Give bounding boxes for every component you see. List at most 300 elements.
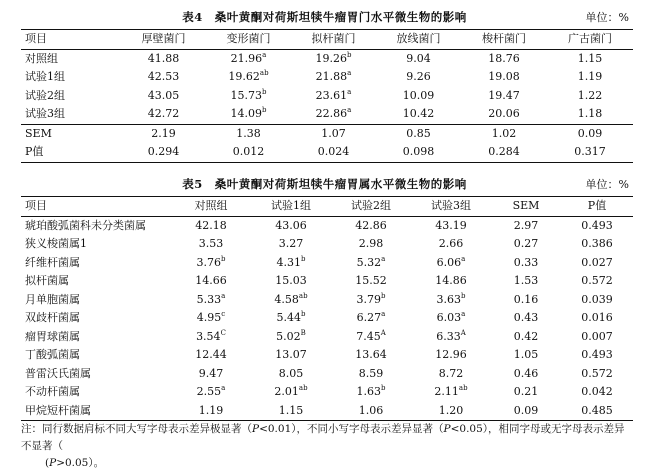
table5-cell xyxy=(411,328,491,347)
table4-row-label xyxy=(21,68,121,87)
footnote xyxy=(21,421,633,472)
table4-cell-value: 21.96 xyxy=(230,51,263,65)
table5-cell xyxy=(491,216,561,235)
table5-cell-superscript: c xyxy=(221,310,226,318)
table5-header-cell-value: 试验3组 xyxy=(431,199,471,212)
table4-header-cell-value: 项目 xyxy=(25,32,47,45)
table4-cell-superscript: a xyxy=(347,69,352,77)
table5-cell-superscript: ab xyxy=(298,384,308,392)
table5-cell-value: 3.53 xyxy=(198,237,224,250)
table5-cell-superscript: b xyxy=(381,384,386,392)
table5-cell-superscript: ab xyxy=(458,384,468,392)
table4-stat-cell xyxy=(376,143,461,162)
table4-stat-cell xyxy=(461,143,547,162)
table5-cell-value: 3.79 xyxy=(356,292,381,306)
note-p2: P xyxy=(443,423,451,435)
table4-cell-value: 1.19 xyxy=(577,70,603,83)
table5-row xyxy=(21,291,633,310)
table4-header-row xyxy=(21,30,633,50)
table5-cell-value: 42.86 xyxy=(355,218,387,232)
table5-cell-value: 0.039 xyxy=(581,292,613,306)
table5-cell xyxy=(171,346,251,365)
table5-cell-value: 1.06 xyxy=(358,403,384,417)
table5-cell xyxy=(171,272,251,291)
table5-cell xyxy=(561,254,633,273)
table5-cell xyxy=(491,309,561,328)
table5-cell xyxy=(491,402,561,421)
table5-cell xyxy=(331,291,411,310)
table4-cell-superscript: a xyxy=(347,106,352,114)
table5-cell-superscript: a xyxy=(461,254,466,263)
table5-row xyxy=(21,402,633,421)
table5-cell-value: 0.027 xyxy=(581,255,613,269)
note-mid1: <0.01），不同小写字母表示差异显著（ xyxy=(259,423,444,435)
table4-stat-cell-value: 0.317 xyxy=(574,145,606,158)
table5-header-cell xyxy=(491,197,561,217)
table4-header-cell-value: 放线菌门 xyxy=(396,32,441,45)
table5-row-label xyxy=(21,309,171,328)
table4-stat-label xyxy=(21,124,121,143)
table5-cell-superscript: b xyxy=(301,254,306,263)
table5-cell xyxy=(411,365,491,384)
table4-cell xyxy=(461,49,547,68)
table4-cell xyxy=(206,87,291,106)
table5-cell xyxy=(251,291,331,310)
table4-stat-cell-value: 0.85 xyxy=(406,126,431,140)
table4-stat-cell xyxy=(547,143,633,162)
table4 xyxy=(21,29,633,163)
table5-cell-value: 6.33 xyxy=(436,329,461,343)
table5-row-label-value: 双歧杆菌属 xyxy=(25,311,80,324)
table5-cell xyxy=(251,254,331,273)
table5-cell-value: 3.63 xyxy=(436,292,461,306)
table4-header-cell xyxy=(376,30,461,50)
table4-row-label xyxy=(21,105,121,124)
table5-cell xyxy=(331,216,411,235)
table5-title: 表5 桑叶黄酮对荷斯坦犊牛瘤胃属水平微生物的影响 xyxy=(182,177,467,191)
table4-cell-value: 42.53 xyxy=(147,70,180,83)
table5-cell-value: 0.16 xyxy=(513,292,539,306)
table5-cell-value: 0.493 xyxy=(581,218,613,232)
table5-cell xyxy=(491,235,561,254)
table5-cell xyxy=(491,254,561,273)
table4-cell-superscript: a xyxy=(262,50,267,59)
table4-cell-value: 9.04 xyxy=(406,51,431,65)
table5-row-label xyxy=(21,365,171,384)
table5-cell-value: 5.33 xyxy=(196,292,222,306)
table5-cell-value: 0.042 xyxy=(581,385,613,398)
table5-cell-value: 43.19 xyxy=(435,218,467,232)
table5-cell-value: 15.52 xyxy=(355,274,387,287)
table4-stat-cell-value: 1.38 xyxy=(236,126,261,140)
note-p3: P xyxy=(49,457,57,469)
table4-cell xyxy=(376,68,461,87)
table5-row xyxy=(21,328,633,347)
table5-cell xyxy=(331,402,411,421)
table5-cell xyxy=(561,328,633,347)
table5-cell-value: 3.76 xyxy=(196,255,221,269)
table4-cell xyxy=(206,105,291,124)
table4-stat-cell-value: 0.024 xyxy=(317,145,350,158)
table5-cell-value: 0.386 xyxy=(581,237,613,250)
table5-cell-value: 14.86 xyxy=(435,274,467,287)
table4-cell-value: 41.88 xyxy=(147,51,180,65)
table5-cell xyxy=(171,328,251,347)
table5-row-label xyxy=(21,254,171,273)
table4-cell xyxy=(376,49,461,68)
table4-caption xyxy=(0,5,649,27)
table4-cell xyxy=(547,68,633,87)
table4-cell xyxy=(547,87,633,106)
table4-header-cell xyxy=(21,30,121,50)
table5-cell xyxy=(411,254,491,273)
table5-cell xyxy=(171,383,251,402)
table5-cell-value: 6.27 xyxy=(356,311,382,324)
table5-cell-superscript: a xyxy=(381,310,386,318)
table4-cell-value: 1.18 xyxy=(577,107,603,120)
table5-cell-superscript: A xyxy=(380,328,386,337)
table5-header-cell xyxy=(21,197,171,217)
table4-row-label-value: 对照组 xyxy=(25,51,58,65)
table5-cell-value: 0.27 xyxy=(513,237,539,250)
table5-row-label-value: 不动杆菌属 xyxy=(25,385,80,398)
table4-unit: 单位：% xyxy=(585,11,629,24)
table5-cell-superscript: C xyxy=(220,328,226,337)
table4-header-cell-value: 广古菌门 xyxy=(568,32,612,45)
table5-row-label-value: 琥珀酸弧菌科未分类菌属 xyxy=(25,218,146,232)
table5-cell-value: 0.33 xyxy=(513,255,539,269)
note-mid2: <0.05），相同字母或无字母表示差异不显著（ xyxy=(21,423,625,452)
table4-cell-value: 21.88 xyxy=(315,70,348,83)
table4-cell-value: 15.73 xyxy=(230,88,262,102)
table5-cell-value: 1.15 xyxy=(278,403,304,417)
table5-cell-superscript: b xyxy=(381,291,386,300)
table5-cell-value: 1.20 xyxy=(438,403,464,417)
table4-stat-cell xyxy=(206,124,291,143)
table5-cell-value: 0.43 xyxy=(513,311,539,324)
table5-cell-value: 5.02 xyxy=(276,329,301,343)
table4-stat-cell xyxy=(206,143,291,162)
table4-cell-superscript: a xyxy=(347,87,352,96)
table4-header-cell xyxy=(206,30,291,50)
table5-cell xyxy=(491,291,561,310)
table4-cell-value: 42.72 xyxy=(147,107,180,120)
table5-header-cell xyxy=(251,197,331,217)
table5-cell-value: 0.09 xyxy=(513,403,539,417)
table5-cell-superscript: a xyxy=(221,291,226,300)
table5-cell-value: 0.572 xyxy=(581,274,613,287)
table4-row xyxy=(21,68,633,87)
table5-cell-value: 2.97 xyxy=(513,218,539,232)
note-p1: P xyxy=(252,423,260,435)
table5-cell-superscript: a xyxy=(381,254,386,263)
table4-stat-cell-value: 0.09 xyxy=(577,126,603,140)
table5-row-label xyxy=(21,291,171,310)
table4-stat-label xyxy=(21,143,121,162)
table4-stat-row xyxy=(21,124,633,143)
table5-cell xyxy=(561,365,633,384)
table5-cell xyxy=(491,365,561,384)
table4-cell xyxy=(461,68,547,87)
table4-cell xyxy=(376,105,461,124)
table5-cell-value: 3.54 xyxy=(196,329,221,343)
table5-cell xyxy=(331,328,411,347)
table4-header-cell xyxy=(291,30,376,50)
table5-header-cell-value: 试验2组 xyxy=(351,199,391,212)
table4-cell-value: 1.22 xyxy=(577,88,603,102)
table5-cell xyxy=(171,235,251,254)
table5-row-label xyxy=(21,383,171,402)
table5-cell-value: 8.72 xyxy=(438,366,464,380)
table4-stat-label-value: SEM xyxy=(25,126,52,140)
table4-cell-superscript: b xyxy=(262,87,267,96)
table5-row xyxy=(21,365,633,384)
table4-stat-cell xyxy=(121,124,206,143)
table5-cell-superscript: a xyxy=(461,310,466,318)
table5-row xyxy=(21,346,633,365)
table5-cell-value: 0.21 xyxy=(513,385,539,398)
table5-cell-value: 2.98 xyxy=(358,237,384,250)
table5-row xyxy=(21,235,633,254)
table5-cell-value: 4.31 xyxy=(276,255,301,269)
table5-cell-value: 5.44 xyxy=(276,311,301,324)
table5-cell xyxy=(561,235,633,254)
table5-cell-value: 8.59 xyxy=(358,366,384,380)
table5-row-label-value: 普雷沃氏菌属 xyxy=(25,366,91,380)
table4-stat-cell-value: 1.07 xyxy=(321,126,346,140)
table5-row-label xyxy=(21,216,171,235)
table5-cell-value: 0.007 xyxy=(581,329,613,343)
table5-cell-value: 3.27 xyxy=(278,237,304,250)
table4-header-cell xyxy=(121,30,206,50)
table5-cell xyxy=(411,402,491,421)
table5-cell-value: 0.572 xyxy=(581,366,613,380)
table4-cell xyxy=(376,87,461,106)
table5-cell xyxy=(171,365,251,384)
table5-cell-value: 0.485 xyxy=(581,403,613,417)
table4-stat-cell-value: 0.098 xyxy=(402,145,435,158)
table5-row-label-value: 丁酸弧菌属 xyxy=(25,348,80,361)
table5-cell xyxy=(171,309,251,328)
table5-cell-value: 2.66 xyxy=(438,237,464,250)
table5-cell-value: 4.95 xyxy=(196,311,222,324)
table5-cell-superscript: b xyxy=(461,291,466,300)
table5-header-cell xyxy=(331,197,411,217)
table5-cell xyxy=(561,309,633,328)
table4-stat-row xyxy=(21,143,633,162)
table5-cell xyxy=(171,216,251,235)
table4-cell xyxy=(121,49,206,68)
table4-cell-value: 19.08 xyxy=(488,70,520,83)
table4-cell xyxy=(461,105,547,124)
table4-row xyxy=(21,87,633,106)
table5-cell xyxy=(561,346,633,365)
table4-stat-cell-value: 0.294 xyxy=(147,145,180,158)
table4-header-cell-value: 拟杆菌门 xyxy=(311,32,356,45)
table4-cell xyxy=(547,49,633,68)
table4-stat-cell xyxy=(291,143,376,162)
table4-cell-value: 43.05 xyxy=(147,88,180,102)
table5-header-cell xyxy=(561,197,633,217)
table5-cell xyxy=(171,402,251,421)
table5-cell xyxy=(331,346,411,365)
table4-cell xyxy=(461,87,547,106)
table5-cell-value: 7.45 xyxy=(356,329,381,343)
table5-cell xyxy=(491,383,561,402)
table5-cell xyxy=(171,254,251,273)
table5-header-cell-value: 对照组 xyxy=(194,199,228,212)
table4-cell xyxy=(121,68,206,87)
table4-cell-value: 18.76 xyxy=(488,51,520,65)
table5-cell xyxy=(491,346,561,365)
table4-cell-value: 9.26 xyxy=(406,70,431,83)
table5-cell xyxy=(491,328,561,347)
table5-header-cell-value: SEM xyxy=(512,199,540,212)
table4-cell-value: 1.15 xyxy=(577,51,603,65)
table5-cell-value: 6.06 xyxy=(436,255,462,269)
table5-cell-value: 12.44 xyxy=(195,348,227,361)
table5-cell xyxy=(251,365,331,384)
table4-cell-value: 23.61 xyxy=(315,88,348,102)
table5-cell-value: 0.016 xyxy=(581,311,613,324)
table5-cell xyxy=(411,216,491,235)
table4-cell-superscript: ab xyxy=(259,69,269,77)
table5-cell xyxy=(331,272,411,291)
note-lead: 注：同行数据肩标不同大写字母表示差异极显著（ xyxy=(21,423,252,435)
table5-row-label-value: 纤维杆菌属 xyxy=(25,255,80,269)
table4-cell-superscript: b xyxy=(347,50,352,59)
table4-cell-value: 10.09 xyxy=(402,88,435,102)
table5-cell xyxy=(251,309,331,328)
table4-stat-cell-value: 0.012 xyxy=(232,145,265,158)
table5-row-label-value: 拟杆菌属 xyxy=(25,274,69,287)
table5-cell-superscript: B xyxy=(300,328,306,337)
table4-cell-value: 22.86 xyxy=(315,107,348,120)
table5-cell-value: 9.47 xyxy=(198,366,224,380)
table5-cell-value: 1.53 xyxy=(513,274,539,287)
table5-cell-value: 15.03 xyxy=(275,274,307,287)
table4-header-cell-value: 厚壁菌门 xyxy=(141,32,186,45)
table5-cell-value: 42.18 xyxy=(195,218,227,232)
table5-row-label-value: 瘤胃球菌属 xyxy=(25,329,80,343)
table4-stat-cell-value: 1.02 xyxy=(491,126,517,140)
table5-cell xyxy=(331,309,411,328)
table5-cell-superscript: b xyxy=(221,254,226,263)
table4-row-label xyxy=(21,87,121,106)
table4-header-cell-value: 变形菌门 xyxy=(226,32,271,45)
table4-row-label-value: 试验1组 xyxy=(25,70,65,83)
table5-row-label xyxy=(21,272,171,291)
table5-cell-value: 5.32 xyxy=(356,255,382,269)
table5-cell xyxy=(251,383,331,402)
table4-stat-label-value: P值 xyxy=(25,145,44,158)
table5-cell xyxy=(251,346,331,365)
table5-cell-value: 12.96 xyxy=(435,348,467,361)
table4-cell xyxy=(121,87,206,106)
table5-cell xyxy=(331,365,411,384)
table4-cell-value: 19.26 xyxy=(315,51,347,65)
table4-cell-superscript: b xyxy=(262,106,267,114)
table5-cell xyxy=(491,272,561,291)
table5-cell xyxy=(251,328,331,347)
table5-caption xyxy=(0,172,649,194)
table5-cell xyxy=(561,216,633,235)
table5-cell-value: 13.07 xyxy=(275,348,307,361)
table5-cell-value: 43.06 xyxy=(275,218,307,232)
table5-cell-superscript: b xyxy=(301,310,306,318)
table5-cell-value: 4.58 xyxy=(274,292,299,306)
table4-stat-cell xyxy=(291,124,376,143)
table5-row-label-value: 月单胞菌属 xyxy=(25,292,80,306)
table5-unit: 单位：% xyxy=(585,178,629,191)
table5-cell xyxy=(331,254,411,273)
table5-cell xyxy=(411,309,491,328)
table4-stat-cell-value: 0.284 xyxy=(488,145,520,158)
table4-row-label xyxy=(21,49,121,68)
table4-row-label-value: 试验2组 xyxy=(25,88,65,102)
table4-row-label-value: 试验3组 xyxy=(25,107,65,120)
table5-row-label xyxy=(21,328,171,347)
table5-cell-value: 0.42 xyxy=(513,329,539,343)
table5-header-cell-value: 项目 xyxy=(25,199,47,212)
table5-cell-value: 0.493 xyxy=(581,348,613,361)
table5-cell xyxy=(251,235,331,254)
table5-cell xyxy=(411,235,491,254)
table5-row-label xyxy=(21,402,171,421)
table5-header-cell-value: P值 xyxy=(587,199,607,212)
table5-header-cell xyxy=(411,197,491,217)
table4-cell xyxy=(291,68,376,87)
table4-cell xyxy=(206,49,291,68)
table4-cell-value: 14.09 xyxy=(230,107,262,120)
table5-cell-value: 8.05 xyxy=(278,366,304,380)
table5-cell xyxy=(561,291,633,310)
table5-cell xyxy=(251,272,331,291)
table5-row-label xyxy=(21,235,171,254)
table5-row xyxy=(21,272,633,291)
table5-cell-value: 14.66 xyxy=(195,274,227,287)
table4-cell-value: 19.47 xyxy=(488,88,520,102)
table5-row xyxy=(21,254,633,273)
table5-cell-superscript: ab xyxy=(298,291,308,300)
table5-cell xyxy=(561,402,633,421)
table5-header-cell-value: 试验1组 xyxy=(271,199,311,212)
table5-cell-value: 2.55 xyxy=(196,385,222,398)
table5-cell xyxy=(251,216,331,235)
table4-cell xyxy=(547,105,633,124)
table4-cell-value: 10.42 xyxy=(402,107,435,120)
note-open: ( xyxy=(45,457,50,469)
table5-cell-value: 0.46 xyxy=(513,366,539,380)
table5-cell-value: 6.03 xyxy=(436,311,462,324)
table5-cell xyxy=(331,235,411,254)
table5-cell xyxy=(411,383,491,402)
table5 xyxy=(21,196,633,421)
table4-cell-value: 20.06 xyxy=(488,107,520,120)
table5-cell xyxy=(411,291,491,310)
table5-cell-superscript: A xyxy=(460,328,466,337)
table5-cell xyxy=(411,272,491,291)
table4-row xyxy=(21,105,633,124)
table5-row xyxy=(21,216,633,235)
table5-cell xyxy=(331,383,411,402)
table5-row xyxy=(21,309,633,328)
table5-cell xyxy=(171,291,251,310)
table5-cell xyxy=(561,383,633,402)
table5-cell-value: 1.19 xyxy=(198,403,224,417)
table4-stat-cell xyxy=(547,124,633,143)
table4-stat-cell xyxy=(461,124,547,143)
